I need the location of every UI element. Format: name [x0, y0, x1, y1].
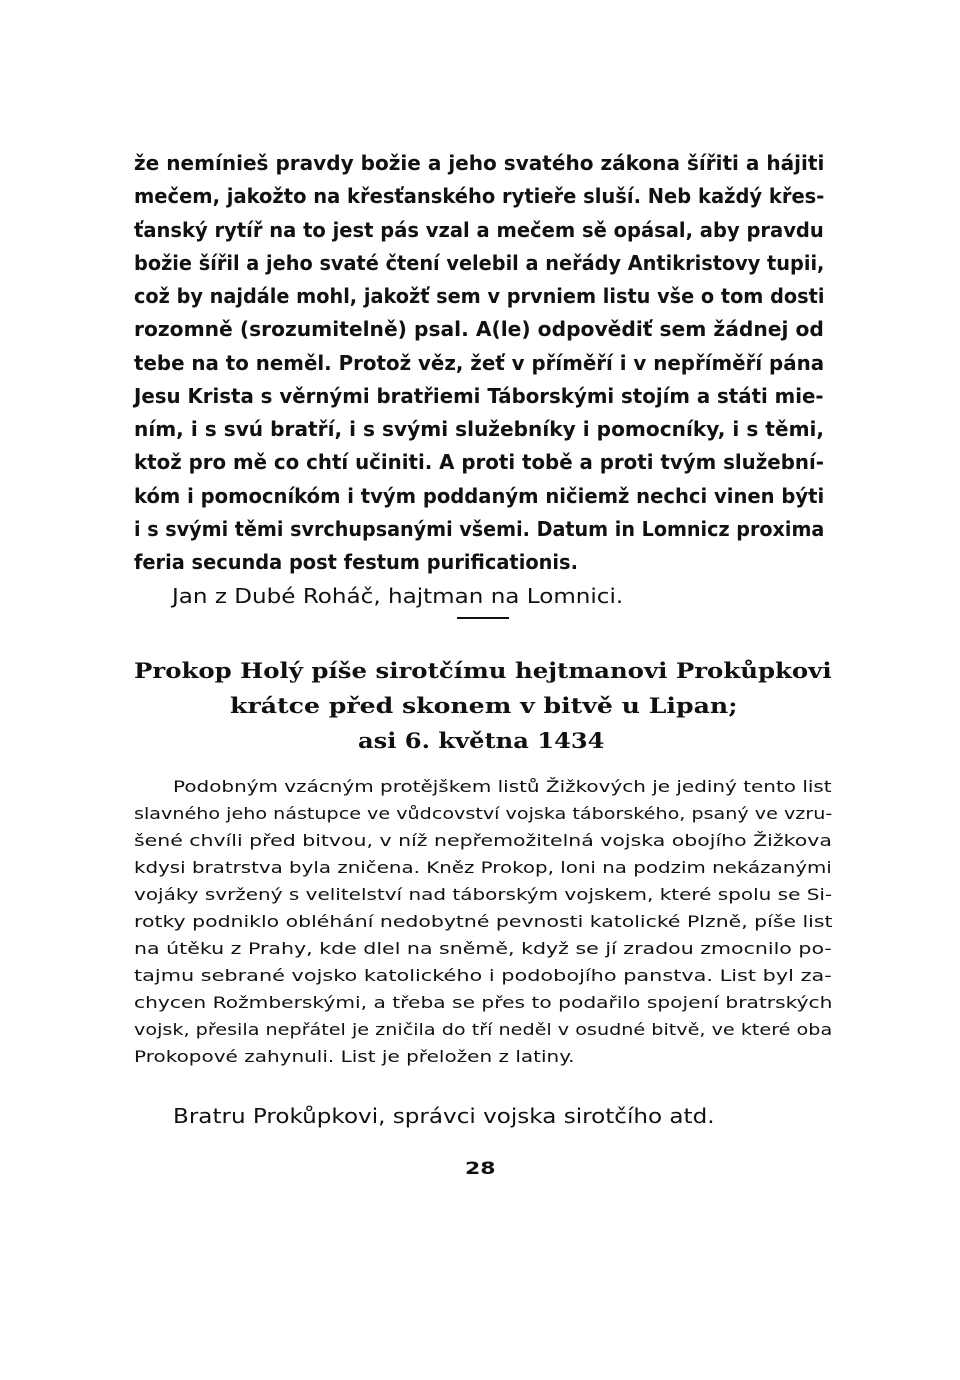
signature-line: Jan z Dubé Roháč, hajtman na Lomnici.	[172, 584, 624, 608]
body-line: feria secunda post festum purificationis.	[134, 550, 578, 574]
intro-line: rotky podniklo obléhání nedobytné pevnosti katolické Plzně, píše list	[134, 913, 833, 931]
body-line: což by najdále mohl, jakožť sem v prvniem listu vše o tom dosti	[134, 284, 825, 308]
intro-line: tajmu sebrané vojsko katolického i podobojího panstva. List byl za-	[134, 967, 832, 985]
page-number: 28	[465, 1159, 496, 1179]
body-line: ktož pro mě co chtí učiniti. A proti tobě a proti tvým služební-	[134, 450, 824, 474]
body-line: mečem, jakožto na křesťanského rytieře sluší. Neb každý křes-	[134, 184, 825, 208]
body-line: tebe na to neměl. Protož věz, žeť v příměří i v nepříměří pána	[134, 351, 825, 375]
intro-line: slavného jeho nástupce ve vůdcovství vojska táborského, psaný ve vzru-	[134, 805, 833, 823]
intro-line: Podobným vzácným protějškem listů Žižkových je jediný tento list	[173, 778, 832, 796]
body-line: božie šířil a jeho svaté čtení velebil a neřády Antikristovy tupii,	[134, 251, 825, 275]
heading-line: krátce před skonem v bitvě u Lipan;	[230, 693, 738, 718]
body-line: ním, i s svú bratří, i s svými služebníky i pomocníky, i s těmi,	[134, 417, 825, 441]
intro-line: vojáky svržený s velitelství nad táborským vojskem, které spolu se Si-	[134, 886, 833, 904]
body-line: Jesu Krista s věrnými bratřiemi Táborskými stojím a státi mie-	[134, 384, 824, 408]
body-line: že nemínieš pravdy božie a jeho svatého zákona šířiti a hájiti	[134, 151, 825, 175]
intro-line: vojsk, přesila nepřátel je zničila do tří neděl v osudné bitvě, ve které oba	[134, 1021, 833, 1039]
letter-greeting: Bratru Prokůpkovi, správci vojska sirotčího atd.	[173, 1104, 715, 1128]
heading-line: Prokop Holý píše sirotčímu hejtmanovi Prokůpkovi	[134, 658, 832, 683]
body-line: rozomně (srozumitelně) psal. A(le) odpovědiť sem žádnej od	[134, 317, 824, 341]
section-divider	[457, 617, 509, 619]
heading-line: asi 6. května 1434	[358, 728, 605, 753]
intro-line: šené chvíli před bitvou, v níž nepřemožitelná vojska obojího Žižkova	[134, 832, 832, 850]
intro-line: Prokopové zahynuli. List je přeložen z latiny.	[134, 1048, 575, 1066]
body-line: kóm i pomocníkóm i tvým poddaným ničiemž nechci vinen býti	[134, 484, 825, 508]
body-line: ťanský rytíř na to jest pás vzal a mečem sě opásal, aby pravdu	[134, 218, 824, 242]
intro-line: chycen Rožmberskými, a třeba se přes to podařilo spojení bratrských	[134, 994, 833, 1012]
intro-line: kdysi bratrstva byla zničena. Kněz Prokop, loni na podzim nekázanými	[134, 859, 832, 877]
intro-line: na útěku z Prahy, kde dlel na sněmě, když se jí zradou zmocnilo po-	[134, 940, 832, 958]
body-line: i s svými těmi svrchupsanými všemi. Datum in Lomnicz proxima	[134, 517, 825, 541]
